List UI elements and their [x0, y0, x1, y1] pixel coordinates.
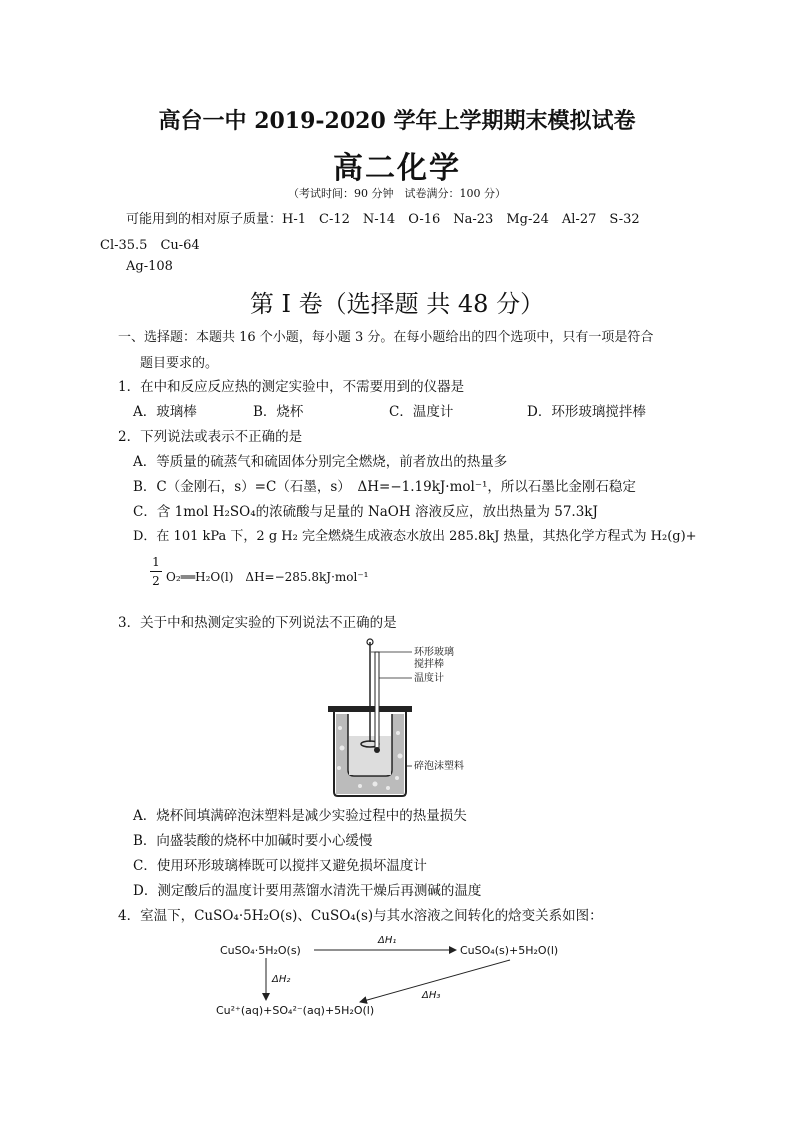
- question-2-option-a: A．等质量的硫蒸气和硫固体分别完全燃烧，前者放出的热量多: [133, 454, 508, 470]
- atomic-masses-line1: 可能用到的相对原子质量：H-1 C-12 N-14 O-16 Na-23 Mg-24 Al-27 S-32: [126, 212, 640, 227]
- subject-title: 高二化学: [333, 151, 461, 186]
- thermometer: [375, 652, 379, 748]
- fraction-one-half: [150, 555, 162, 588]
- label-stirrer-2: 搅拌棒: [414, 659, 444, 670]
- fraction-denominator: 2: [152, 574, 160, 588]
- calorimeter-figure: [320, 638, 480, 798]
- label-thermometer: 温度计: [414, 673, 444, 684]
- species-right-top: CuSO₄(s)+5H₂O(l): [460, 944, 559, 957]
- question-3-stem: 3．关于中和热测定实验的下列说法不正确的是: [118, 615, 397, 631]
- label-dh1: ΔH₁: [378, 935, 397, 946]
- section-title: 第 I 卷（选择题 共 48 分）: [249, 290, 545, 318]
- atomic-masses-line3: Ag-108: [126, 259, 173, 274]
- question-3-option-d: D．测定酸后的温度计要用蒸馏水清洗干燥后再测碱的温度: [133, 883, 482, 899]
- question-3-option-a: A．烧杯间填满碎泡沫塑料是减少实验过程中的热量损失: [133, 808, 467, 824]
- exam-title: 高台一中 2019-2020 学年上学期期末模拟试卷: [158, 108, 636, 134]
- label-dh3: ΔH₃: [422, 990, 441, 1001]
- question-1-option-a: A．玻璃棒: [133, 404, 197, 420]
- question-1-option-b: B．烧杯: [253, 404, 304, 420]
- question-2-option-b: B．C（金刚石，s）=C（石墨，s） ΔH=−1.19kJ·mol⁻¹，所以石墨比金刚石稳定: [133, 479, 636, 495]
- question-2-option-c: C．含 1mol H₂SO₄的浓硫酸与足量的 NaOH 溶液反应，放出热量为 57.3kJ: [133, 504, 598, 520]
- question-3-option-b: B．向盛装酸的烧杯中加碱时要小心缓慢: [133, 833, 373, 849]
- species-bottom: Cu²⁺(aq)+SO₄²⁻(aq)+5H₂O(l): [216, 1004, 375, 1017]
- instructions-line1: 一、选择题：本题共 16 个小题，每小题 3 分。在每小题给出的四个选项中，只有一项是符合: [118, 330, 654, 345]
- question-1-stem: 1．在中和反应反应热的测定实验中，不需要用到的仪器是: [118, 379, 465, 395]
- fraction-numerator: 1: [152, 555, 160, 569]
- label-dh2: ΔH₂: [272, 974, 291, 985]
- question-2-equation: O₂══H₂O(l) ΔH=−285.8kJ·mol⁻¹: [166, 570, 369, 584]
- section-instructions: [118, 325, 698, 377]
- enthalpy-diagram: [210, 928, 590, 1023]
- species-left-top: CuSO₄·5H₂O(s): [220, 944, 301, 957]
- question-1-option-d: D．环形玻璃搅拌棒: [527, 404, 646, 420]
- question-2-stem: 2．下列说法或表示不正确的是: [118, 429, 303, 445]
- label-foam: 碎泡沫塑料: [414, 761, 464, 772]
- exam-info: （考试时间：90 分钟 试卷满分：100 分）: [288, 187, 506, 200]
- question-4-stem: 4．室温下，CuSO₄·5H₂O(s)、CuSO₄(s)与其水溶液之间转化的焓变关系如图：: [118, 908, 603, 924]
- atomic-masses-line2: Cl-35.5 Cu-64: [100, 238, 200, 253]
- question-2-option-d: D．在 101 kPa 下，2 g H₂ 完全燃烧生成液态水放出 285.8kJ 热量，其热化学方程式为 H₂(g)+: [133, 529, 697, 544]
- question-3-option-c: C．使用环形玻璃棒既可以搅拌又避免损坏温度计: [133, 858, 427, 874]
- label-stirrer-1: 环形玻璃: [414, 647, 454, 658]
- question-1-option-c: C．温度计: [389, 404, 454, 420]
- instructions-line2: 题目要求的。: [140, 356, 219, 371]
